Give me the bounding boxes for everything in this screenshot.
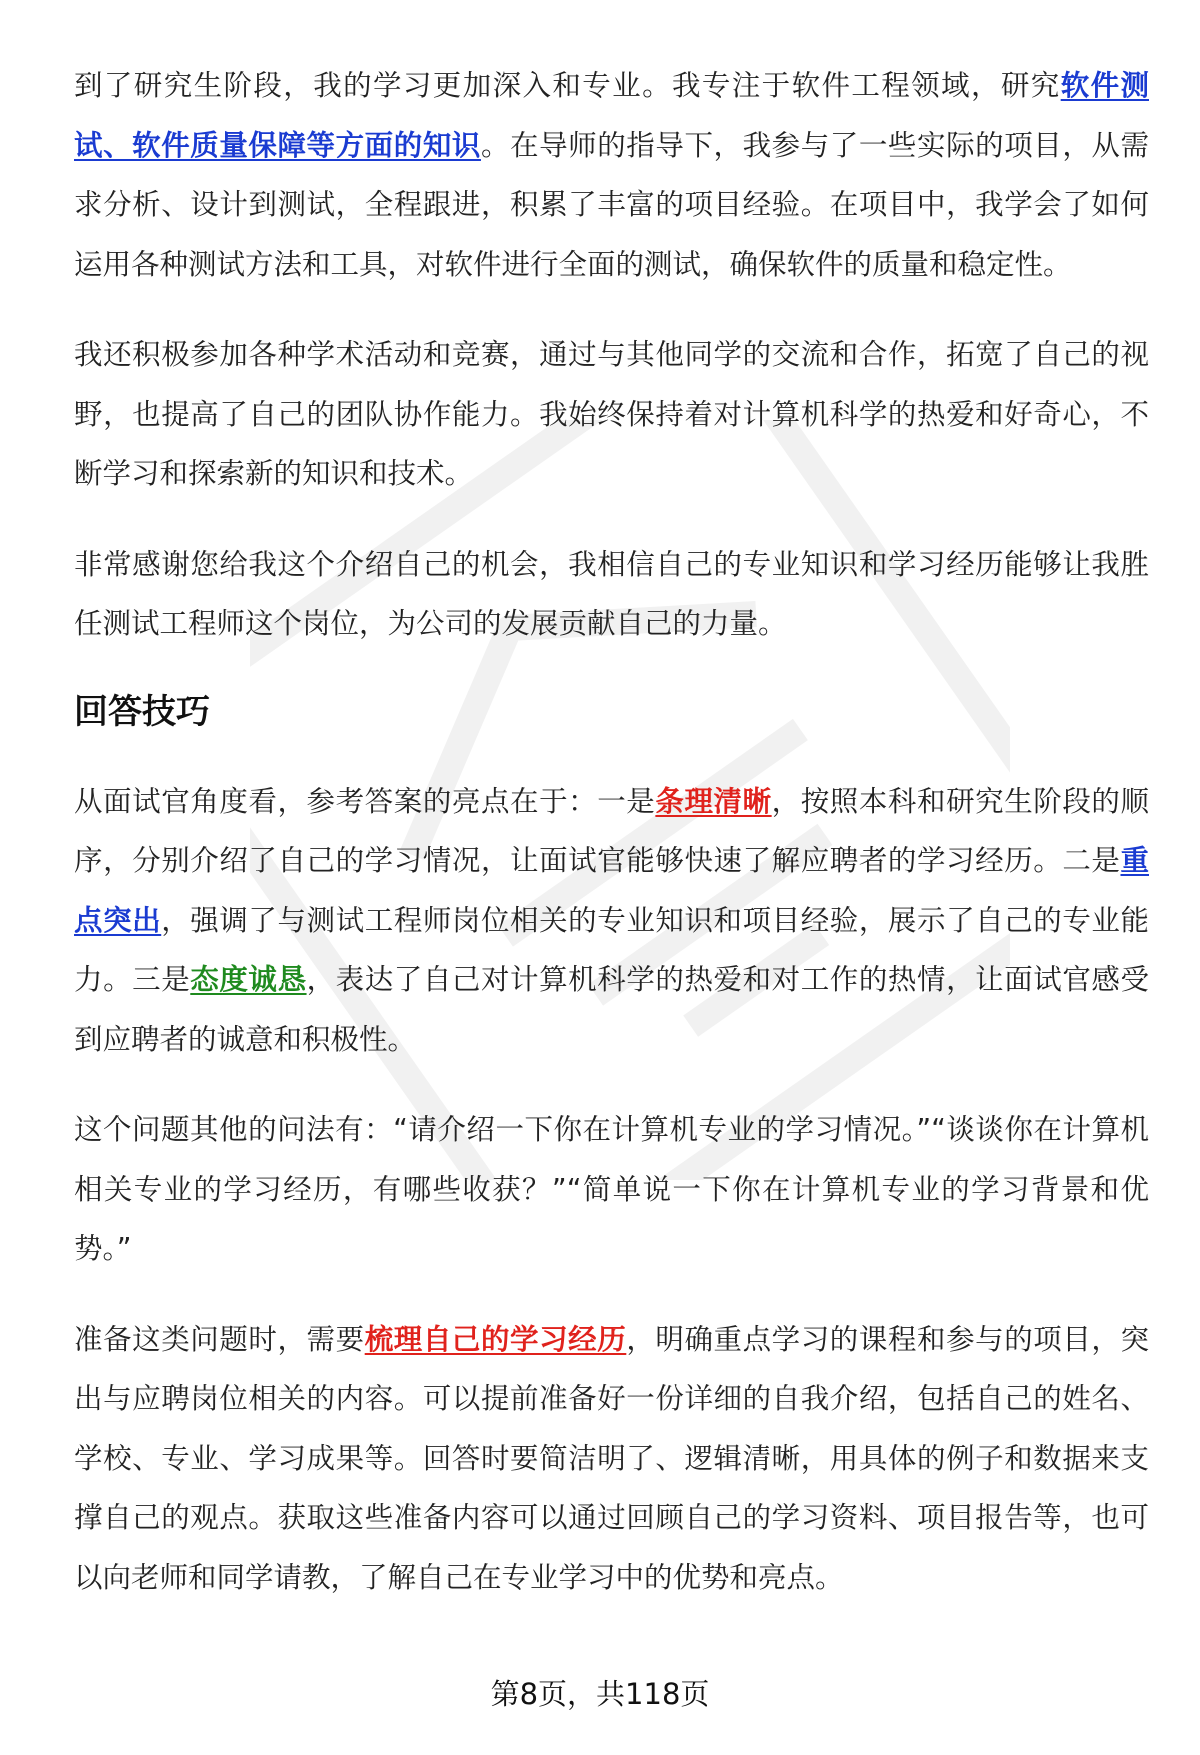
text-run: ，强调了与测试工程师岗位相关的专业知识和项目经验，展示了自己的专业能力。三是 — [74, 903, 1149, 996]
section-heading: 回答技巧 — [74, 691, 210, 732]
paragraph-preparation-tips — [74, 1310, 1149, 1608]
link-highlight-sincere-attitude[interactable]: 态度诚恳 — [190, 963, 307, 996]
link-highlight-clear-structure[interactable]: 条理清晰 — [655, 784, 772, 818]
text-run: 。在导师的指导下，我参与了一些实际的项目，从需求分析、设计到测试，全程跟进，积累了丰富的项目经验。在项目中，我学会了如何运用各种测试方法和工具，对软件进行全面的测试，确保软件的质量和稳定性。 — [74, 128, 1149, 281]
text-run: ，明确重点学习的课程和参与的项目，突出与应聘岗位相关的内容。可以提前准备好一份详细的自我介绍，包括自己的姓名、学校、专业、学习成果等。回答时要简洁明了、逻辑清晰，用具体的例子和数据来支撑自己的观点。获取这些准备内容可以通过回顾自己的学习资料、项目报告等，也可以向老师和同学请教，了解自己在专业学习中的优势和亮点。 — [74, 1322, 1149, 1594]
page-number: 第8页，共118页 — [490, 1677, 710, 1711]
text-run: 准备这类问题时，需要 — [74, 1322, 365, 1356]
text-run: 到了研究生阶段，我的学习更加深入和专业。我专注于软件工程领域，研究 — [74, 69, 1061, 102]
paragraph-closing: 非常感谢您给我这个介绍自己的机会，我相信自己的专业知识和学习经历能够让我胜任测试工程师这个岗位，为公司的发展贡献自己的力量。 — [74, 547, 1149, 640]
text-run: ，按照本科和研究生阶段的顺序，分别介绍了自己的学习情况，让面试官能够快速了解应聘者的学习经历。二是 — [74, 784, 1149, 877]
paragraph-alternative-questions: 这个问题其他的问法有：“请介绍一下你在计算机专业的学习情况。”“谈谈你在计算机相关专业的学习经历，有哪些收获？”“简单说一下你在计算机专业的学习背景和优势。” — [74, 1113, 1149, 1265]
text-run: ，表达了自己对计算机科学的热爱和对工作的热情，让面试官感受到应聘者的诚意和积极性。 — [74, 963, 1149, 1056]
text-run: 从面试官角度看，参考答案的亮点在于：一是 — [74, 784, 656, 818]
paragraph-interviewer-view — [74, 772, 1149, 1070]
link-highlight-key-points[interactable]: 重点突出 — [74, 844, 1149, 937]
paragraph-activities: 我还积极参加各种学术活动和竞赛，通过与其他同学的交流和合作，拓宽了自己的视野，也提高了自己的团队协作能力。我始终保持着对计算机科学的热爱和好奇心，不断学习和探索新的知识和技术。 — [74, 338, 1149, 490]
link-highlight-review-study-history[interactable]: 梳理自己的学习经历 — [364, 1322, 627, 1356]
link-software-testing-knowledge[interactable]: 软件测试、软件质量保障等方面的知识 — [74, 69, 1149, 162]
document-body — [74, 56, 1149, 1607]
paragraph-graduate-study — [74, 56, 1149, 294]
